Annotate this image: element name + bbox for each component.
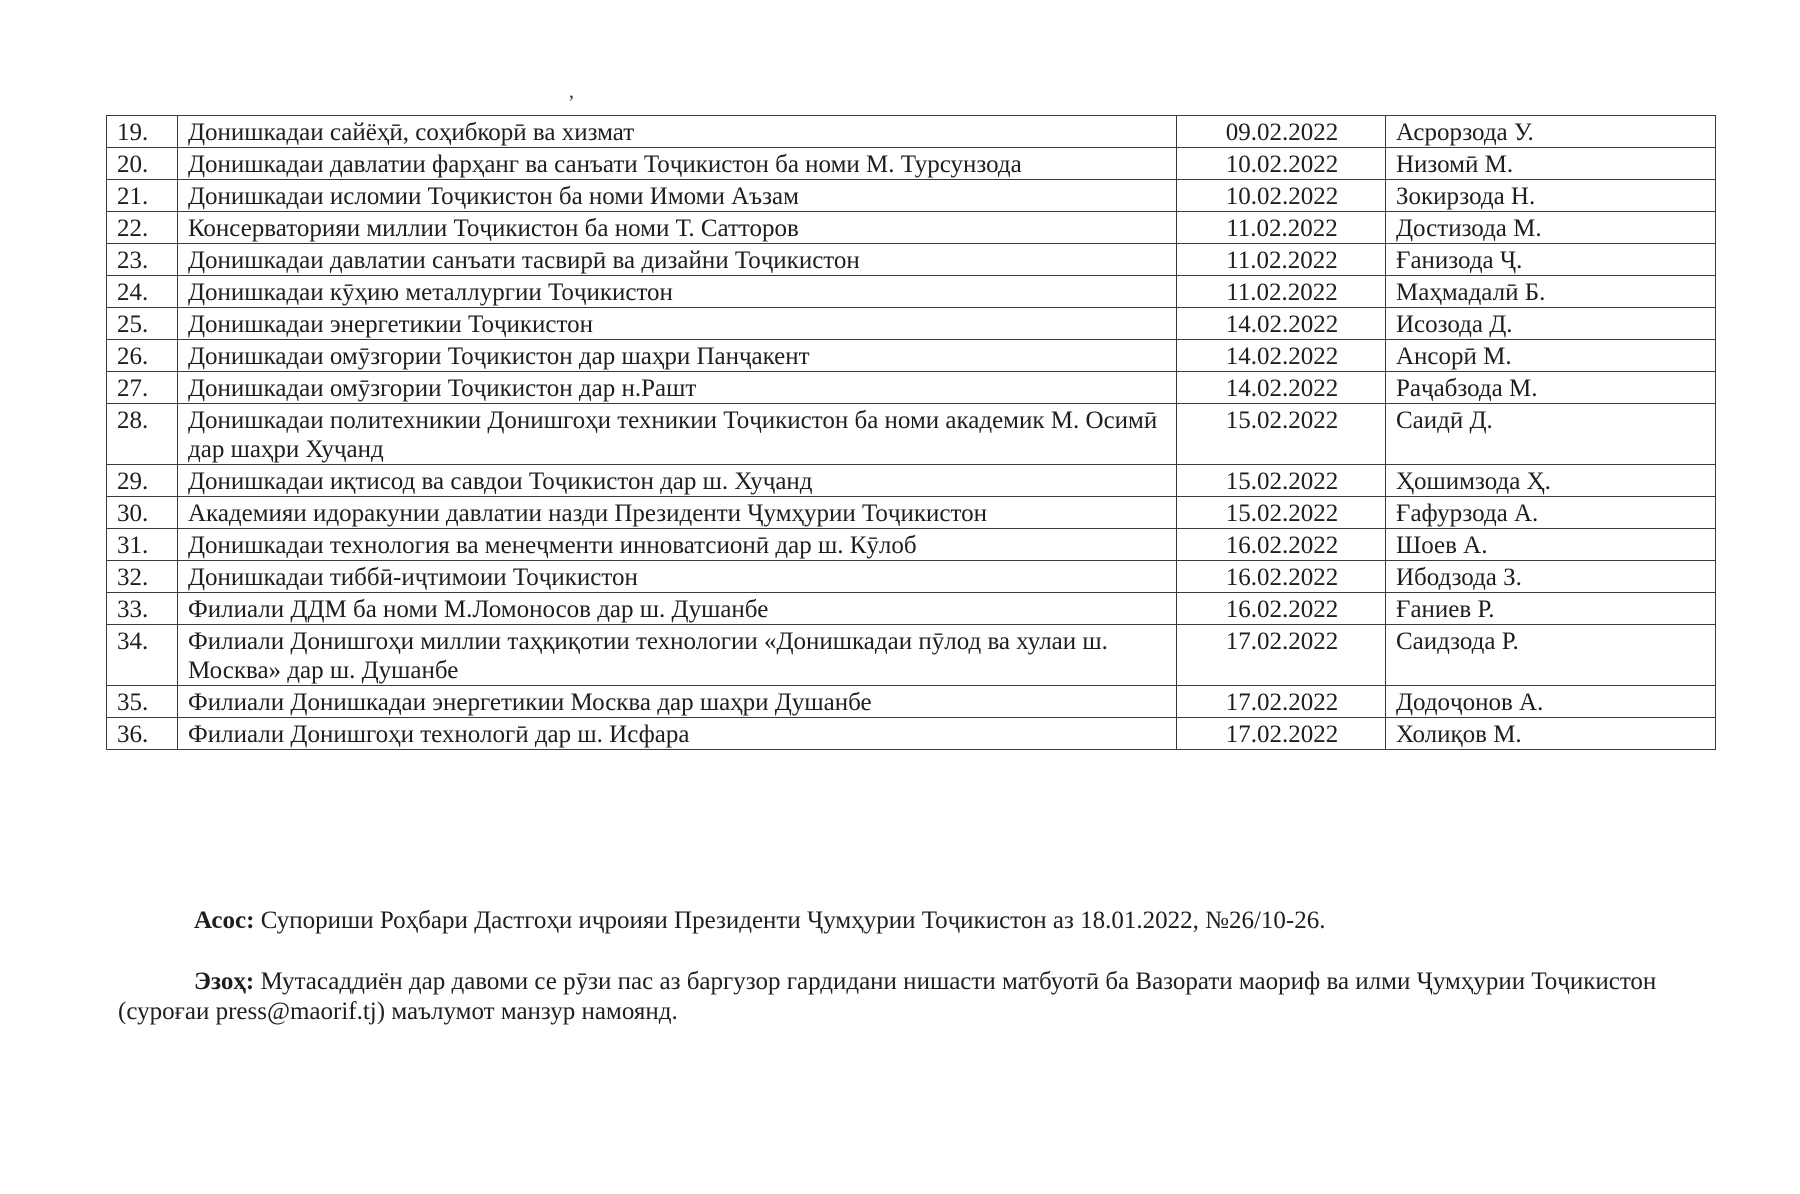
responsible-cell: Ансорӣ М.: [1386, 340, 1716, 372]
table-row: [107, 465, 1716, 497]
institution-cell: Донишкадаи омӯзгории Тоҷикистон дар шаҳри Панҷакент: [178, 340, 1177, 372]
row-number: 29.: [107, 465, 178, 497]
table-row: [107, 497, 1716, 529]
date-cell: 09.02.2022: [1177, 116, 1386, 148]
row-number: 23.: [107, 244, 178, 276]
table-row: [107, 593, 1716, 625]
basis-label: Асос:: [194, 907, 255, 934]
date-cell: 14.02.2022: [1177, 308, 1386, 340]
responsible-cell: Ғанизода Ҷ.: [1386, 244, 1716, 276]
row-number: 21.: [107, 180, 178, 212]
institution-cell: Донишкадаи технология ва менеҷменти инноватсионӣ дар ш. Кӯлоб: [178, 529, 1177, 561]
table-row: [107, 529, 1716, 561]
stray-mark: ʼ: [568, 92, 575, 114]
row-number: 24.: [107, 276, 178, 308]
table-row: [107, 212, 1716, 244]
date-cell: 17.02.2022: [1177, 625, 1386, 686]
date-cell: 17.02.2022: [1177, 686, 1386, 718]
date-cell: 10.02.2022: [1177, 180, 1386, 212]
row-number: 19.: [107, 116, 178, 148]
date-cell: 14.02.2022: [1177, 372, 1386, 404]
table-row: [107, 244, 1716, 276]
date-cell: 10.02.2022: [1177, 148, 1386, 180]
date-cell: 15.02.2022: [1177, 497, 1386, 529]
basis-note: [118, 906, 1688, 936]
institution-cell: Донишкадаи тиббӣ-иҷтимоии Тоҷикистон: [178, 561, 1177, 593]
basis-text: Супориши Роҳбари Дастгоҳи иҷроияи Президенти Ҷумҳурии Тоҷикистон аз 18.01.2022, №26/10-26.: [254, 907, 1326, 934]
institution-cell: Филиали Донишгоҳи миллии таҳқиқотии технологии «Донишкадаи пӯлод ва хулаи ш. Москва» дар ш. Душанбе: [178, 625, 1177, 686]
remark-text: Мутасаддиён дар давоми се рӯзи пас аз баргузор гардидани нишасти матбуотӣ ба Вазорати маориф ва илми Ҷумҳурии Тоҷикистон (суроғаи press@maorif.tj) маълумот манзур намоянд.: [118, 968, 1657, 1025]
responsible-cell: Раҷабзода М.: [1386, 372, 1716, 404]
responsible-cell: Маҳмадалӣ Б.: [1386, 276, 1716, 308]
date-cell: 15.02.2022: [1177, 404, 1386, 465]
row-number: 27.: [107, 372, 178, 404]
date-cell: 16.02.2022: [1177, 529, 1386, 561]
table-row: [107, 686, 1716, 718]
table-row: [107, 116, 1716, 148]
responsible-cell: Ҳошимзода Ҳ.: [1386, 465, 1716, 497]
institution-cell: Филиали ДДМ ба номи М.Ломоносов дар ш. Душанбе: [178, 593, 1177, 625]
remark-label: Эзоҳ:: [194, 968, 255, 995]
institution-cell: Академияи идоракунии давлатии назди Президенти Ҷумҳурии Тоҷикистон: [178, 497, 1177, 529]
date-cell: 11.02.2022: [1177, 276, 1386, 308]
row-number: 35.: [107, 686, 178, 718]
responsible-cell: Додоҷонов А.: [1386, 686, 1716, 718]
responsible-cell: Ғафурзода А.: [1386, 497, 1716, 529]
institution-cell: Филиали Донишкадаи энергетикии Москва дар шаҳри Душанбе: [178, 686, 1177, 718]
responsible-cell: Исозода Д.: [1386, 308, 1716, 340]
table-row: [107, 718, 1716, 750]
row-number: 30.: [107, 497, 178, 529]
row-number: 22.: [107, 212, 178, 244]
institution-cell: Донишкадаи исломии Тоҷикистон ба номи Имоми Аъзам: [178, 180, 1177, 212]
responsible-cell: Зокирзода Н.: [1386, 180, 1716, 212]
responsible-cell: Холиқов М.: [1386, 718, 1716, 750]
responsible-cell: Асрорзода У.: [1386, 116, 1716, 148]
responsible-cell: Достизода М.: [1386, 212, 1716, 244]
table-row: [107, 404, 1716, 465]
table-row: [107, 561, 1716, 593]
date-cell: 14.02.2022: [1177, 340, 1386, 372]
row-number: 25.: [107, 308, 178, 340]
row-number: 32.: [107, 561, 178, 593]
date-cell: 16.02.2022: [1177, 561, 1386, 593]
institution-cell: Донишкадаи давлатии санъати тасвирӣ ва дизайни Тоҷикистон: [178, 244, 1177, 276]
table-row: [107, 372, 1716, 404]
institution-cell: Донишкадаи политехникии Донишгоҳи техникии Тоҷикистон ба номи академик М. Осимӣ дар шаҳри Хуҷанд: [178, 404, 1177, 465]
remark-note: [118, 967, 1688, 1027]
row-number: 26.: [107, 340, 178, 372]
responsible-cell: Низомӣ М.: [1386, 148, 1716, 180]
responsible-cell: Шоев А.: [1386, 529, 1716, 561]
table-row: [107, 340, 1716, 372]
date-cell: 11.02.2022: [1177, 212, 1386, 244]
responsible-cell: Саидӣ Д.: [1386, 404, 1716, 465]
institution-cell: Донишкадаи кӯҳию металлургии Тоҷикистон: [178, 276, 1177, 308]
schedule-table: [106, 115, 1716, 750]
institution-cell: Донишкадаи сайёҳӣ, соҳибкорӣ ва хизмат: [178, 116, 1177, 148]
date-cell: 11.02.2022: [1177, 244, 1386, 276]
row-number: 28.: [107, 404, 178, 465]
table-row: [107, 625, 1716, 686]
responsible-cell: Саидзода Р.: [1386, 625, 1716, 686]
table-row: [107, 276, 1716, 308]
row-number: 33.: [107, 593, 178, 625]
row-number: 20.: [107, 148, 178, 180]
schedule-table-body: [107, 116, 1716, 750]
table-row: [107, 180, 1716, 212]
institution-cell: Консерваторияи миллии Тоҷикистон ба номи Т. Сатторов: [178, 212, 1177, 244]
date-cell: 15.02.2022: [1177, 465, 1386, 497]
institution-cell: Донишкадаи иқтисод ва савдои Тоҷикистон дар ш. Хуҷанд: [178, 465, 1177, 497]
row-number: 31.: [107, 529, 178, 561]
date-cell: 16.02.2022: [1177, 593, 1386, 625]
institution-cell: Донишкадаи омӯзгории Тоҷикистон дар н.Рашт: [178, 372, 1177, 404]
table-row: [107, 148, 1716, 180]
date-cell: 17.02.2022: [1177, 718, 1386, 750]
row-number: 36.: [107, 718, 178, 750]
institution-cell: Донишкадаи энергетикии Тоҷикистон: [178, 308, 1177, 340]
institution-cell: Донишкадаи давлатии фарҳанг ва санъати Тоҷикистон ба номи М. Турсунзода: [178, 148, 1177, 180]
table-row: [107, 308, 1716, 340]
institution-cell: Филиали Донишгоҳи технологӣ дар ш. Исфара: [178, 718, 1177, 750]
row-number: 34.: [107, 625, 178, 686]
responsible-cell: Ибодзода З.: [1386, 561, 1716, 593]
responsible-cell: Ғаниев Р.: [1386, 593, 1716, 625]
